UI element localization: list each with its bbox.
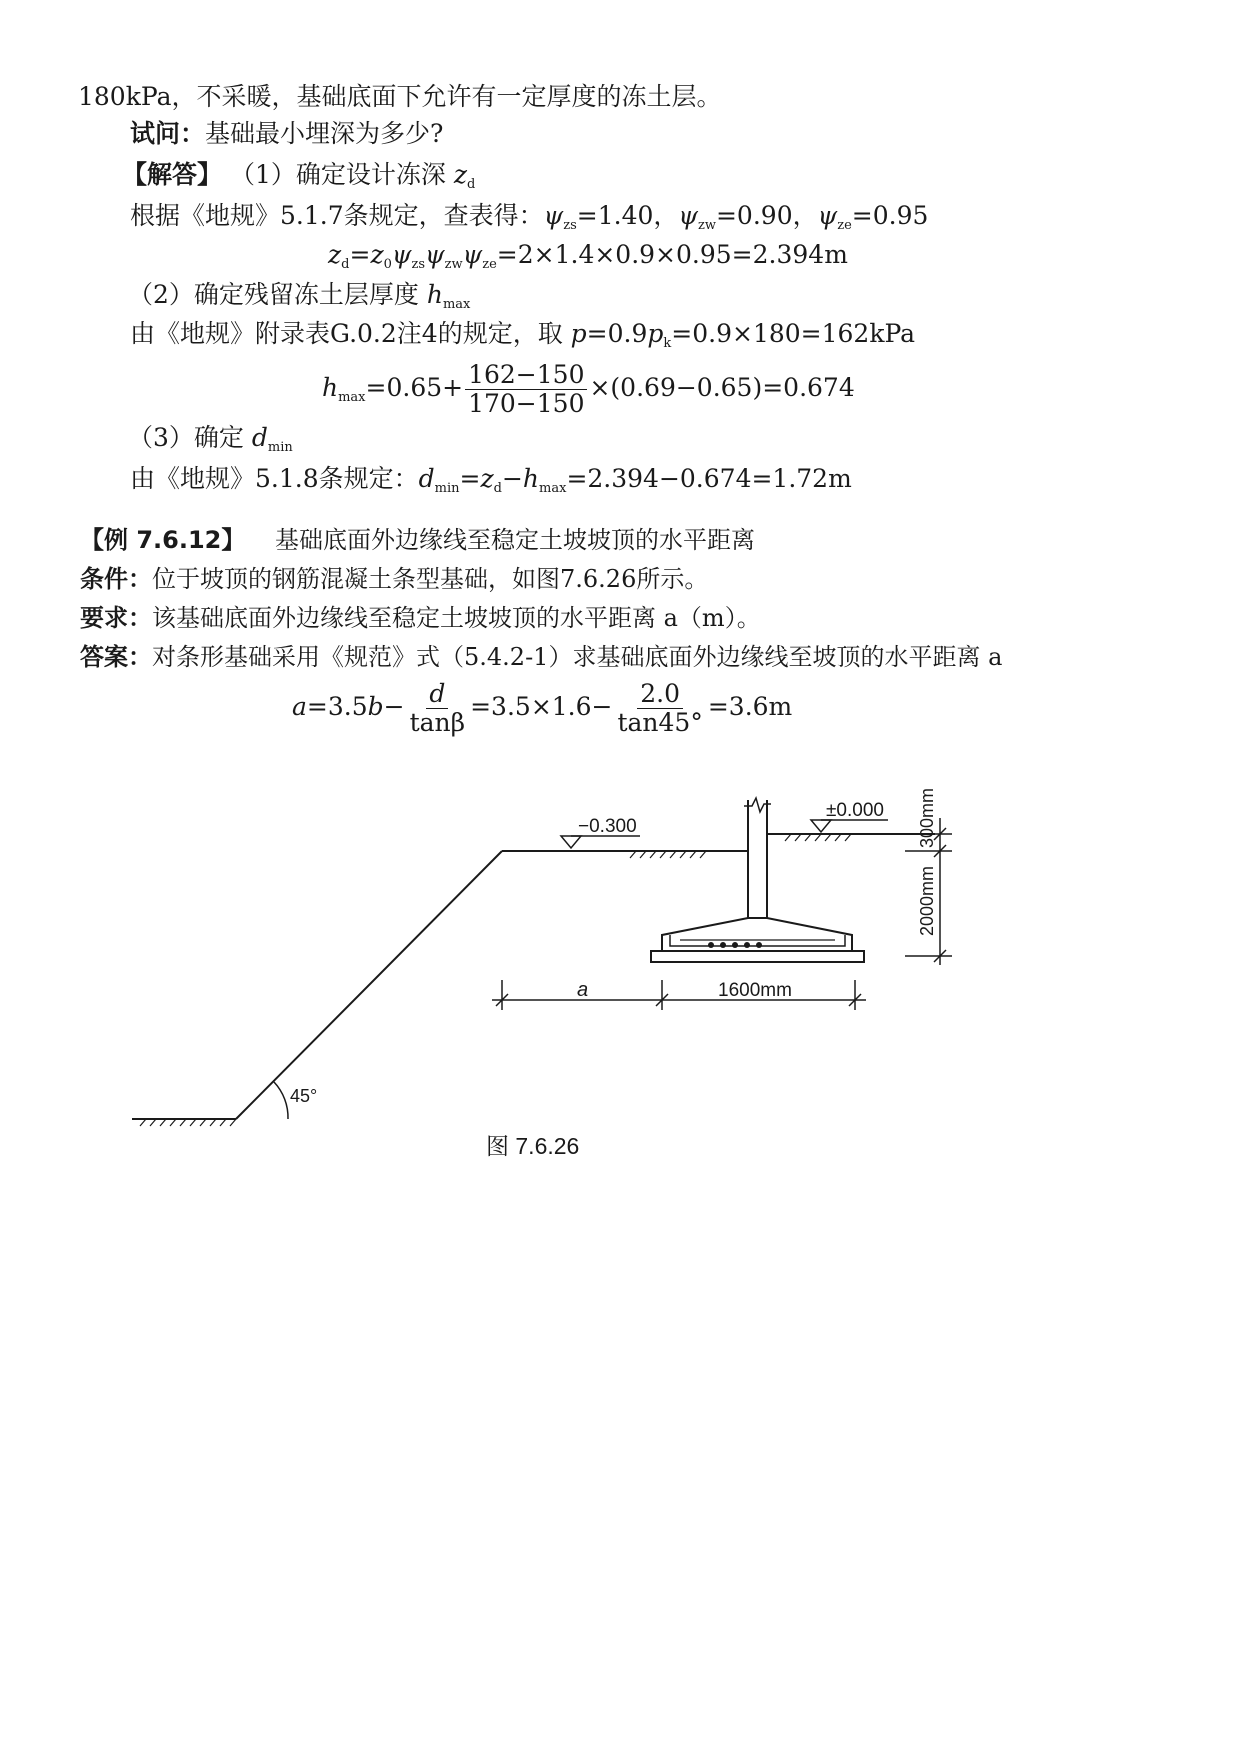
- level-marker-right: [811, 820, 831, 832]
- question-text: 基础最小埋深为多少?: [205, 119, 444, 148]
- step3-result-line: 由《地规》5.1.8条规定：$d_{min}=z_d-h_{max}=2.394-0.674=1.72m$: [130, 464, 852, 496]
- hmax-formula: $h_{max}=0.65+$ $\frac{162-150}{170-150}$ ×(0.69−0.65)=0.674: [322, 360, 855, 418]
- step1-heading: 【解答】 （1）确定设计冻深 $z_d$: [122, 160, 476, 192]
- condition-line: 条件：位于坡顶的钢筋混凝土条型基础，如图7.6.26所示。: [80, 565, 709, 593]
- answer-line: 答案：对条形基础采用《规范》式（5.4.2-1）求基础底面外边缘线至坡顶的水平距离 a: [80, 643, 1003, 671]
- angle-arc: [274, 1082, 288, 1119]
- step2-heading: （2）确定残留冻土层厚度 $h_{max}$: [128, 280, 471, 312]
- intro-line: 180kPa，不采暖，基础底面下允许有一定厚度的冻土层。: [78, 82, 722, 111]
- figure-caption: 图 7.6.26: [486, 1133, 580, 1159]
- dim-300-label: 300mm: [917, 787, 937, 848]
- dim-a-label: a: [577, 979, 589, 1001]
- example-title: 基础底面外边缘线至稳定土坡坡顶的水平距离: [275, 526, 756, 554]
- footing-pad: [651, 951, 864, 962]
- d-over-tanbeta: $\frac{d}{\tan\beta}$: [409, 679, 466, 737]
- question-label: 试问：: [130, 119, 206, 148]
- two-over-tan45: $\frac{2.0}{\tan 45^\circ}$: [617, 679, 703, 737]
- dim-2000-label: 2000mm: [917, 865, 937, 936]
- step3-heading: （3）确定 $d_{min}$: [128, 423, 293, 455]
- step2-basis-line: 由《地规》附录表G.0.2注4的规定，取 $p=0.9p_k=0.9\times 180=162kPa$: [130, 319, 916, 351]
- step1-basis-line: 根据《地规》5.1.7条规定，查表得：$\psi_{zs}=1.40$，$\psi_{zw}=0.90$，$\psi_{ze}=0.95$: [130, 201, 929, 233]
- angle-label: 45°: [290, 1086, 318, 1106]
- rebar-dots: [708, 942, 762, 948]
- level-right-label: ±0.000: [826, 800, 884, 821]
- slope-line: [236, 851, 502, 1119]
- zd-formula: $z_d=z_0\psi_{zs}\psi_{zw}\psi_{ze}=2\times 1.4\times 0.9\times 0.95=2.394m$: [328, 240, 848, 272]
- level-left-label: −0.300: [578, 816, 637, 837]
- requirement-line: 要求：该基础底面外边缘线至稳定土坡坡顶的水平距离 a（m）。: [80, 604, 761, 632]
- answer-label: 【解答】: [122, 160, 223, 189]
- level-marker-left: [561, 836, 581, 848]
- dim-1600-label: 1600mm: [718, 980, 792, 1001]
- example-label: 【例 7.6.12】: [80, 526, 246, 554]
- a-formula: a=3.5b− $\frac{d}{\tan\beta}$ =3.5×1.6− $\frac{2.0}{\tan 45^\circ}$ =3.6m: [292, 679, 793, 737]
- hmax-fraction: $\frac{162-150}{170-150}$: [465, 361, 587, 418]
